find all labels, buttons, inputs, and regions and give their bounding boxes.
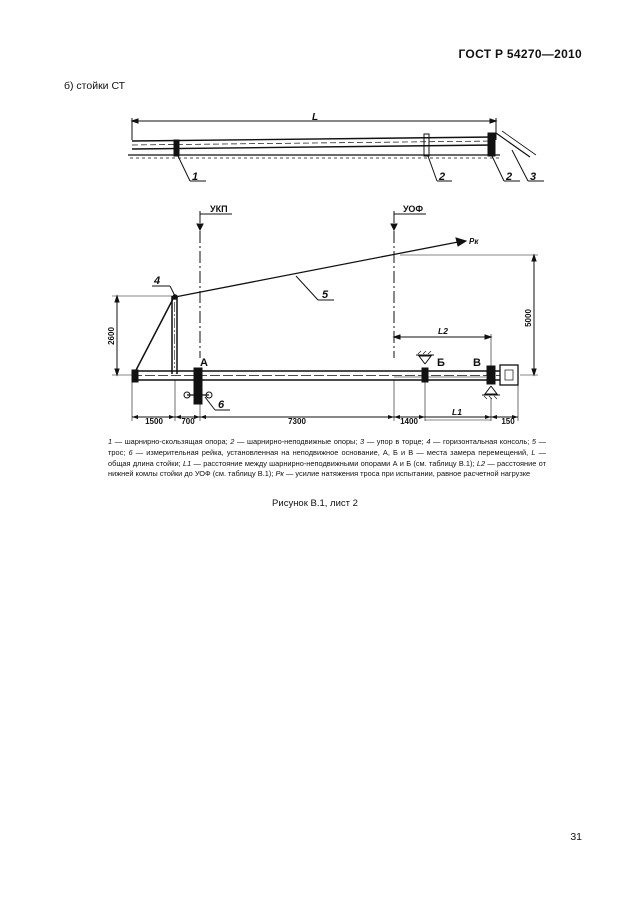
technical-drawing — [0, 0, 630, 430]
dim-1500: 1500 — [145, 417, 163, 426]
subsection-label: б) стойки СТ — [64, 80, 126, 92]
callout-6: 6 — [218, 399, 225, 411]
point-v-label: В — [473, 357, 481, 369]
legend-key-2: 2 — [230, 437, 235, 446]
dim-150: 150 — [501, 417, 515, 426]
uof-label: УОФ — [403, 204, 424, 214]
point-b-label: Б — [437, 357, 445, 369]
legend-key-P: Pк — [275, 469, 284, 479]
legend-text-L1: — расстояние между шарнирно-неподвижными опорами А и Б (см. таблицу В.1); — [191, 458, 477, 468]
callout-3: 3 — [530, 171, 537, 183]
legend-key-5: 5 — [531, 437, 536, 446]
legend-text-P: — усилие натяжения троса при испытании, равное расчетной нагрузке — [283, 469, 531, 479]
figure-title: Рисунок В.1, лист 2 — [272, 498, 358, 509]
dim-L-label: L — [312, 112, 319, 123]
callout-1: 1 — [192, 171, 199, 183]
callout-4: 4 — [154, 275, 161, 287]
legend-key-3: 3 — [360, 437, 365, 446]
legend-key-1: 1 — [108, 437, 113, 446]
page-number: 31 — [570, 831, 582, 843]
figure-legend — [108, 437, 546, 480]
legend-text-6: — измерительная рейка, установленная на неподвижное основание, А, Б и В — места замера перемещений, — [132, 447, 532, 457]
dim-1400: 1400 — [400, 417, 418, 426]
dim-2600-label: 2600 — [107, 327, 116, 345]
dim-L1-label: L1 — [452, 407, 462, 417]
legend-key-L2: L2 — [476, 458, 486, 468]
dim-L2-label: L2 — [438, 326, 448, 336]
legend-text-5: — трос; — [108, 437, 547, 457]
legend-text-4: — горизонтальная консоль; — [430, 437, 532, 446]
legend-key-4: 4 — [426, 437, 431, 446]
legend-text-L2: — расстояние от нижней комлы стойки до УОФ (см. таблицу В.1); — [108, 458, 546, 479]
legend-text-1: — шарнирно-скользящая опора; — [112, 437, 231, 446]
dim-5000-label: 5000 — [524, 309, 533, 327]
callout-2a: 2 — [439, 171, 446, 183]
legend-key-L1: L1 — [183, 458, 192, 468]
force-label: Pк — [469, 237, 479, 246]
point-a-label: А — [200, 357, 208, 369]
callout-2b: 2 — [506, 171, 513, 183]
legend-key-L: L — [531, 447, 536, 457]
legend-text-3: — упор в торце; — [364, 437, 427, 446]
dim-700: 700 — [181, 417, 195, 426]
legend-key-6: 6 — [128, 447, 133, 457]
callout-5: 5 — [322, 289, 329, 301]
legend-text-2: — шарнирно-неподвижные опоры; — [234, 437, 361, 446]
ukp-label: УКП — [210, 204, 228, 214]
legend-text-L: — общая длина стойки; — [108, 447, 546, 468]
dim-7300: 7300 — [288, 417, 306, 426]
document-header: ГОСТ Р 54270—2010 — [458, 47, 582, 61]
